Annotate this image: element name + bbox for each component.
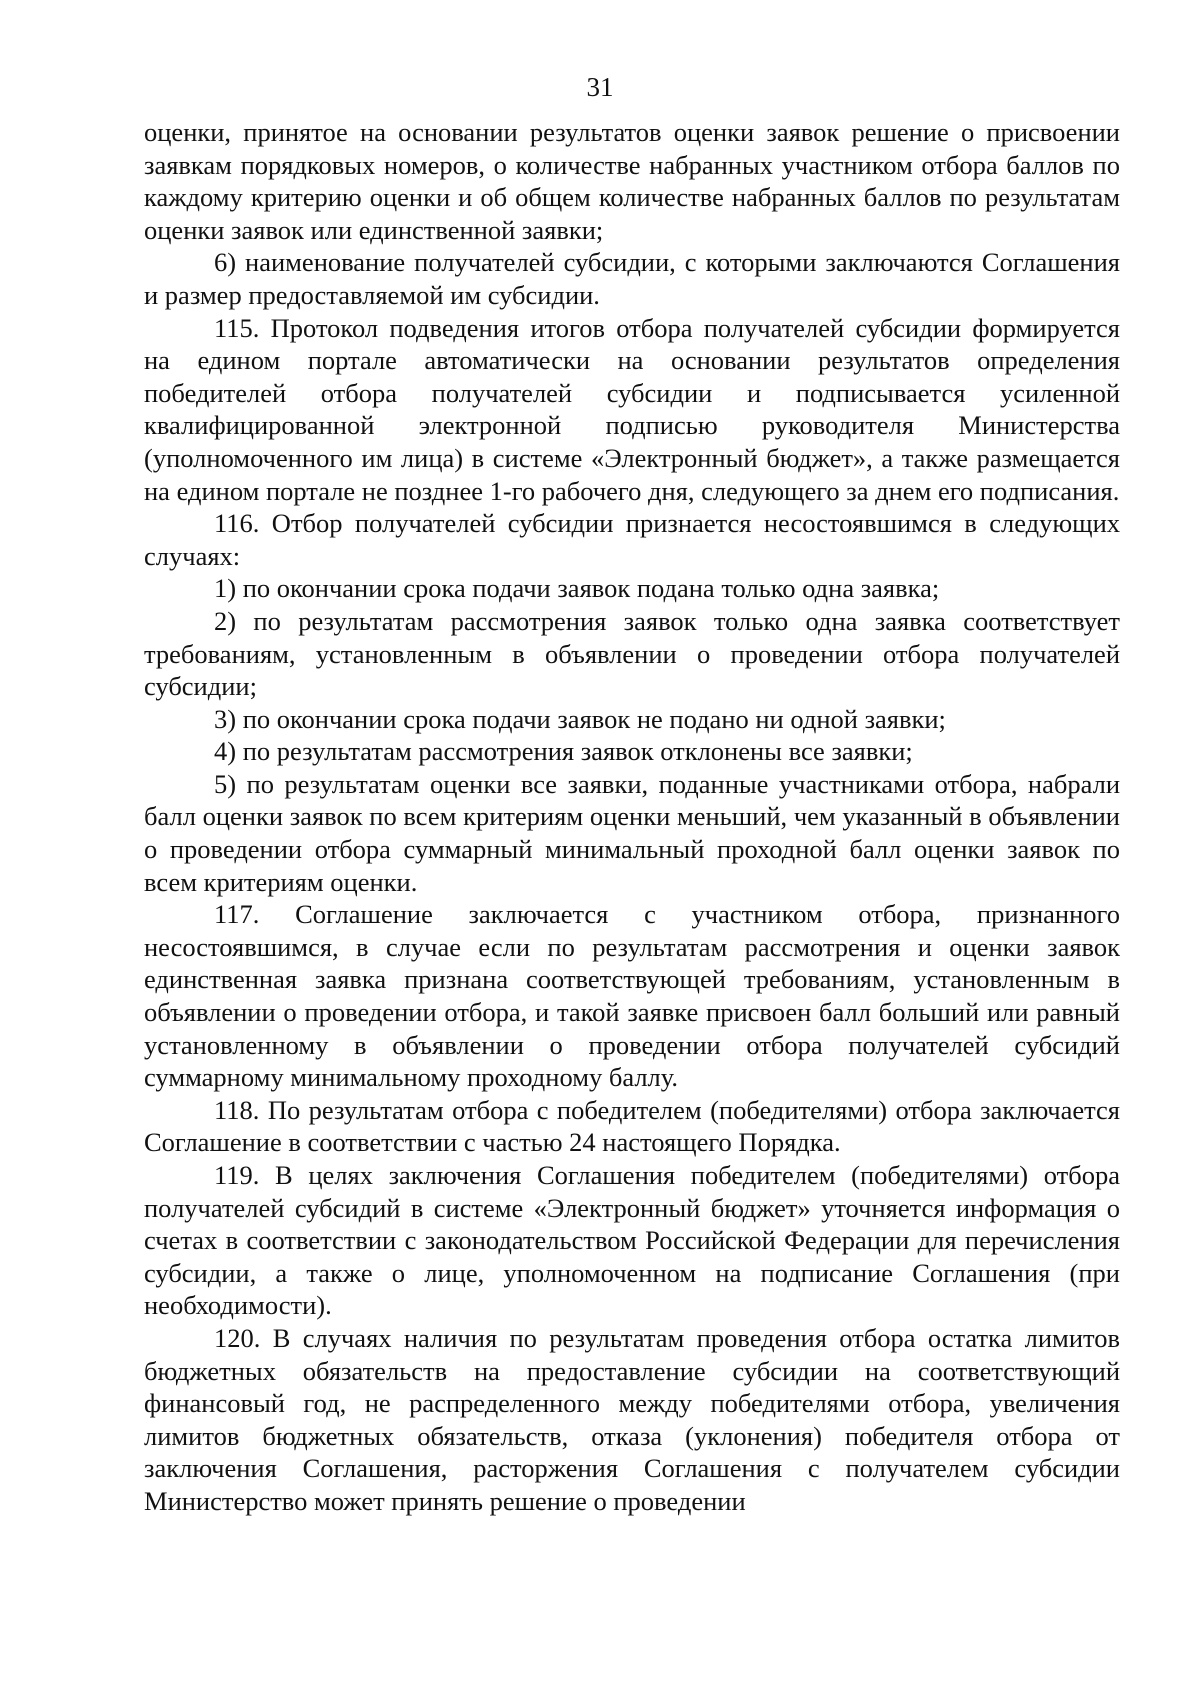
paragraph-116-item-5: 5) по результатам оценки все заявки, поданные участниками отбора, набрали балл оценки заявок по всем критериям оценки меньший, чем указанный в объявлении о проведении отбора суммарный минимальный проходной балл оценки заявок по всем критериям оценки. xyxy=(144,768,1120,897)
paragraph-118: 118. По результатам отбора с победителем (победителями) отбора заключается Соглашение в соответствии с частью 24 настоящего Порядка. xyxy=(144,1094,1120,1158)
paragraph-117: 117. Соглашение заключается с участником отбора, признанного несостоявшимся, в случае если по результатам рассмотрения и оценки заявок единственная заявка признана соответствующей требованиям, установленным в объявлении о проведении отбора, и такой заявке присвоен балл больший или равный установленному в объявлении о проведении отбора получателей субсидий суммарному минимальному проходному баллу. xyxy=(144,899,1120,1093)
paragraph-120: 120. В случаях наличия по результатам проведения отбора остатка лимитов бюджетных обязательств на предоставление субсидии на соответствующий финансовый год, не распределенного между победителями отбора, увеличения лимитов бюджетных обязательств, отказа (уклонения) победителя отбора от заключения Соглашения, расторжения Соглашения с получателем субсидии Министерство может принять решение о проведении xyxy=(144,1322,1120,1516)
paragraph-item-6: 6) наименование получателей субсидии, с которыми заключаются Соглашения и размер предоставляемой им субсидии. xyxy=(144,247,1120,310)
document-body xyxy=(144,116,1120,1518)
paragraph-116-item-4: 4) по результатам рассмотрения заявок отклонены все заявки; xyxy=(214,736,913,767)
paragraph-116: 116. Отбор получателей субсидии признается несостоявшимся в следующих случаях: xyxy=(144,508,1120,571)
paragraph-116-item-3: 3) по окончании срока подачи заявок не подано ни одной заявки; xyxy=(214,703,946,734)
paragraph-116-item-2: 2) по результатам рассмотрения заявок только одна заявка соответствует требованиям, установленным в объявлении о проведении отбора получателей субсидии; xyxy=(144,605,1120,702)
paragraph-continuation: оценки, принятое на основании результатов оценки заявок решение о присвоении заявкам порядковых номеров, о количестве набранных участником отбора баллов по каждому критерию оценки и об общем количестве набранных баллов по результатам оценки заявок или единственной заявки; xyxy=(144,117,1120,245)
paragraph-119: 119. В целях заключения Соглашения победителем (победителями) отбора получателей субсидий в системе «Электронный бюджет» уточняется информация о счетах в соответствии с законодательством Российской Федерации для перечисления субсидии, а также о лице, уполномоченном на подписание Соглашения (при необходимости). xyxy=(144,1160,1120,1321)
paragraph-116-item-1: 1) по окончании срока подачи заявок подана только одна заявка; xyxy=(214,573,940,604)
page-number: 31 xyxy=(586,72,614,102)
paragraph-115: 115. Протокол подведения итогов отбора получателей субсидии формируется на едином портале автоматически на основании результатов определения победителей отбора получателей субсидии и подписывается усиленной квалифицированной электронной подписью руководителя Министерства (уполномоченного им лица) в системе «Электронный бюджет», а также размещается на едином портале не позднее 1-го рабочего дня, следующего за днем его подписания. xyxy=(144,312,1120,506)
